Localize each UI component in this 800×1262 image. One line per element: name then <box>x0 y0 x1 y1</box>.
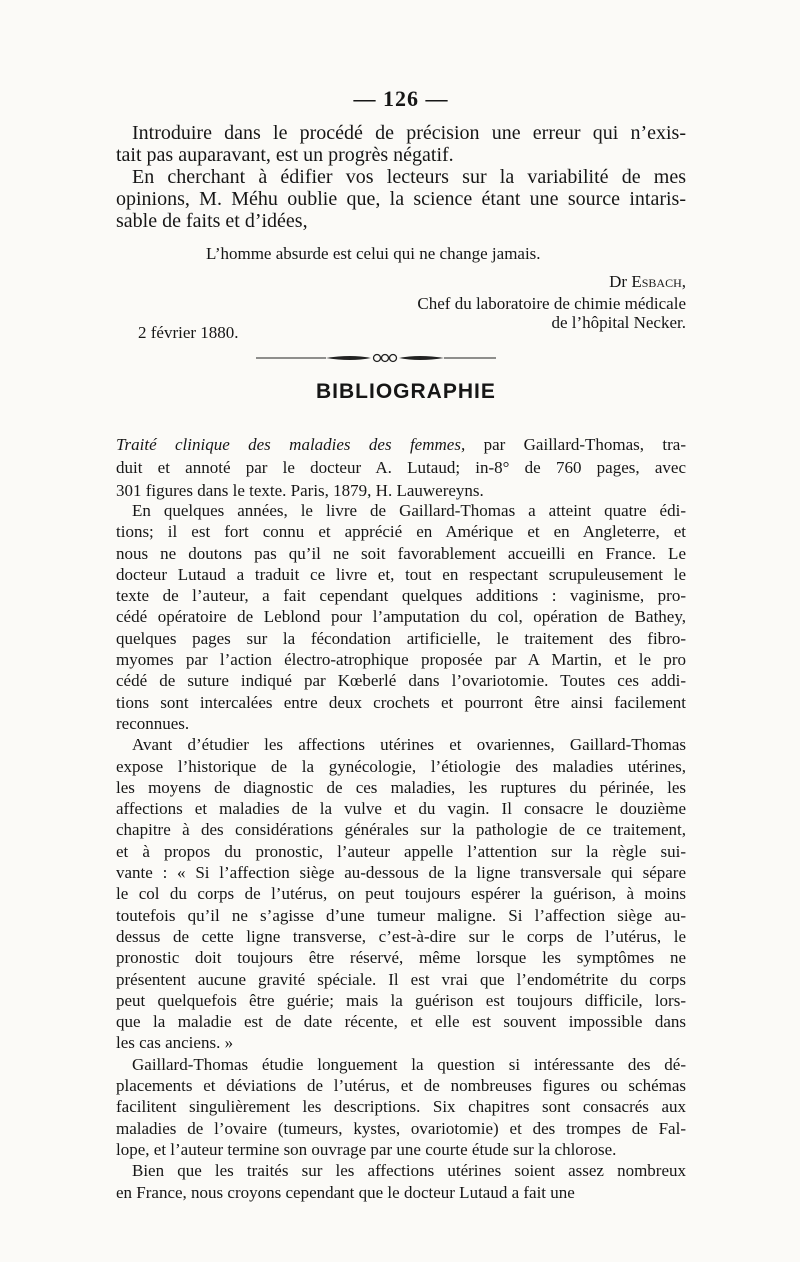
page-number: — 126 — <box>353 86 449 111</box>
text-line: toutefois qu’il ne s’agisse d’une tumeur maligne. Si l’affection siège au- <box>116 905 686 925</box>
text-line: vante : « Si l’affection siège au-dessous de la ligne transversale qui sépare <box>116 863 686 883</box>
text-line: texte de l’auteur, a fait cependant quelques additions : vaginisme, pro- <box>116 586 686 606</box>
text-line: reconnues. <box>116 713 190 733</box>
bibliography-line-3: 301 figures dans le texte. Paris, 1879, H. Lauwereyns. <box>116 481 484 500</box>
signature-title-1: Chef du laboratoire de chimie médicale <box>417 294 686 313</box>
text-line: pronostic doit toujours être réservé, même lorsque les symptômes ne <box>116 948 686 968</box>
text-line: cédé de suture indiqué par Kœberlé dans l’ovariotomie. Toutes ces addi- <box>116 671 686 691</box>
intro-paragraph <box>116 122 686 232</box>
section-heading: BIBLIOGRAPHIE <box>316 380 496 403</box>
signature-name <box>609 272 686 292</box>
text-line: maladies de l’ovaire (tumeurs, kystes, ovariotomie) et des trompes de Fal- <box>116 1118 686 1138</box>
text-line: Gaillard-Thomas étudie longuement la question si intéressante des dé- <box>132 1054 686 1074</box>
text-line: facilitent singulièrement les descriptions. Six chapitres sont consacrés aux <box>116 1097 686 1117</box>
text-line: que la maladie est de date récente, et elle est souvent impossible dans <box>116 1012 686 1032</box>
text-line: et à propos du pronostic, l’auteur appelle l’attention sur la règle sui- <box>116 841 686 861</box>
text-line: quelques pages sur la fécondation artificielle, le traitement des fibro- <box>116 628 686 648</box>
text-line: placements et déviations de l’utérus, et de nombreuses figures ou schémas <box>116 1076 686 1096</box>
text-line: tait pas auparavant, est un progrès négatif. <box>116 144 454 166</box>
date: 2 février 1880. <box>138 323 239 342</box>
bibliography-line-2: duit et annoté par le docteur A. Lutaud; in-8° de 760 pages, avec <box>116 458 686 477</box>
bibliography-author: par Gaillard-Thomas, tra- <box>465 435 686 454</box>
text-line: Introduire dans le procédé de précision une erreur qui n’exis- <box>132 122 686 144</box>
text-line: En cherchant à édifier vos lecteurs sur la variabilité de mes <box>132 166 686 188</box>
text-line: le col du corps de l’utérus, on peut toujours espérer la guérison, à moins <box>116 884 686 904</box>
text-line: les cas anciens. » <box>116 1033 234 1053</box>
text-line: Avant d’étudier les affections utérines et ovariennes, Gaillard-Thomas <box>132 735 686 755</box>
text-line: En quelques années, le livre de Gaillard-Thomas a atteint quatre édi- <box>132 501 686 520</box>
bibliography-line-1 <box>116 433 686 456</box>
text-line: cédé opératoire de Leblond pour l’amputation du col, opération de Bathey, <box>116 607 686 627</box>
bibliography-entry <box>116 433 686 502</box>
quote: L’homme absurde est celui qui ne change jamais. <box>206 244 541 263</box>
text-line: lope, et l’auteur termine son ouvrage par une courte étude sur la chlorose. <box>116 1139 617 1159</box>
book-title: Traité clinique des maladies des femmes, <box>116 435 466 454</box>
ornamental-rule <box>256 352 496 364</box>
text-line: tions sont intercalées entre deux crochets et pourront être ainsi facilement <box>116 692 686 712</box>
text-line: tions; il est fort connu et apprécié en Amérique et en Angleterre, et <box>116 522 686 542</box>
text-line: myomes par l’action électro-atrophique proposée par A Martin, et le pro <box>116 650 686 670</box>
text-line: chapitre à des considérations générales sur la pathologie de ce traitement, <box>116 820 686 840</box>
text-line: docteur Lutaud a traduit ce livre et, tout en respectant scrupuleusement le <box>116 564 686 584</box>
text-line: les moyens de diagnostic de ces maladies, les ruptures du périnée, les <box>116 777 686 797</box>
text-line: expose l’historique de la gynécologie, l’étiologie des maladies utérines, <box>116 756 686 776</box>
signature-title-2: de l’hôpital Necker. <box>551 313 686 332</box>
text-line: en France, nous croyons cependant que le docteur Lutaud a fait une <box>116 1182 575 1202</box>
text-line: Bien que les traités sur les affections utérines soient assez nombreux <box>132 1161 686 1181</box>
signature-prefix: Dr <box>609 272 628 291</box>
text-line: affections et maladies de la vulve et du vagin. Il consacre le douzième <box>116 799 686 819</box>
text-line: opinions, M. Méhu oublie que, la science étant une source intaris- <box>116 188 686 210</box>
signature-surname: Esbach, <box>631 272 686 291</box>
text-line: présentent aucune gravité spéciale. Il est vrai que l’endométrite du corps <box>116 969 686 989</box>
text-line: nous ne doutons pas qu’il ne soit favorablement accueilli en France. Le <box>116 543 686 563</box>
text-line: peut quelquefois être guérie; mais la guérison est toujours difficile, lors- <box>116 990 686 1010</box>
review-body <box>116 500 686 1203</box>
text-line: dessus de cette ligne transverse, c’est-à-dire sur le corps de l’utérus, le <box>116 926 686 946</box>
text-line: sable de faits et d’idées, <box>116 210 308 232</box>
